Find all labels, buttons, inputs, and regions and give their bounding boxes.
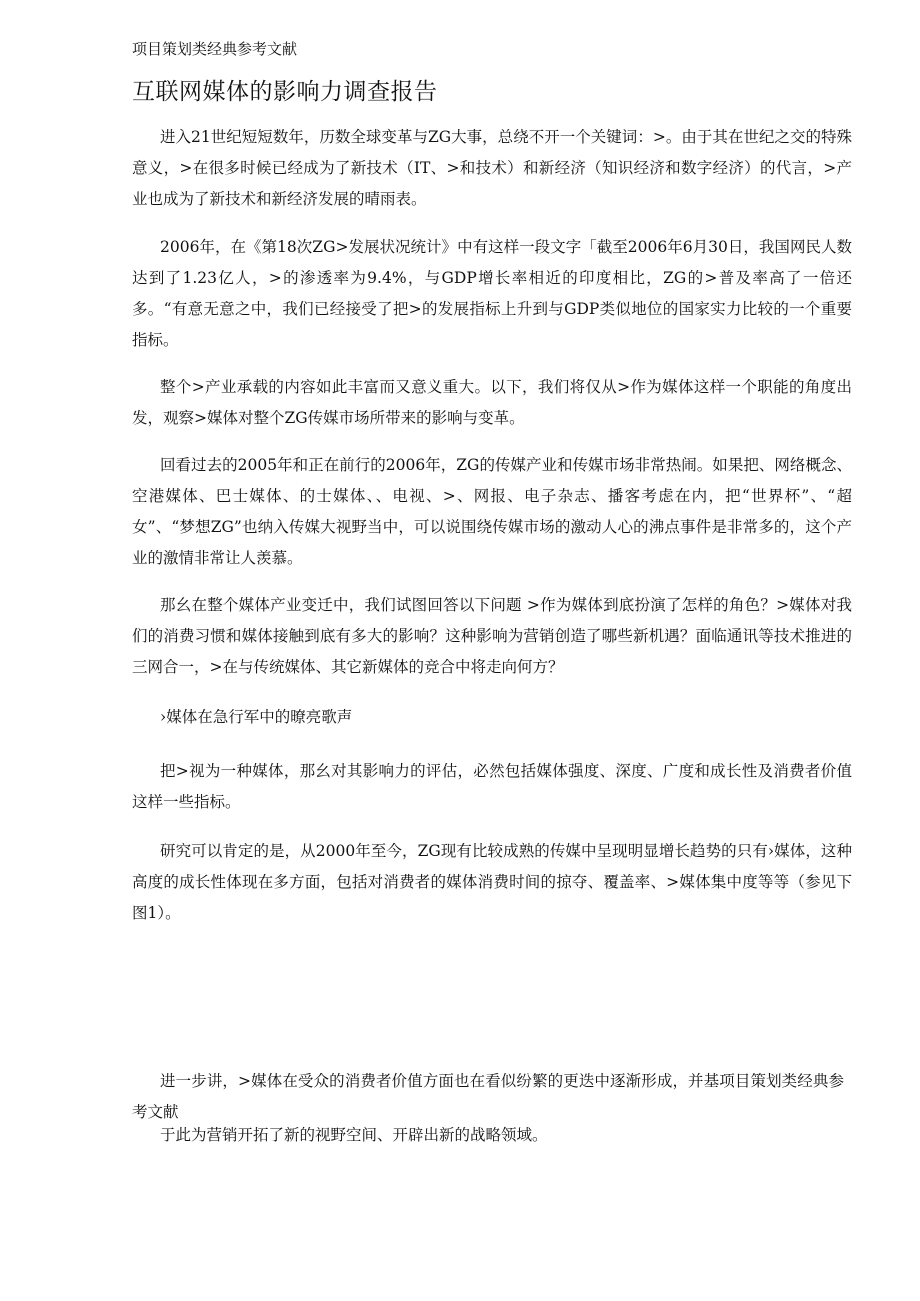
paragraph-statistics: 2006年，在《第18次ZG>发展状况统计》中有这样一段文字「截至2006年6月30日，我国网民人数达到了1.23亿人，>的渗透率为9.4%，与GDP增长率相近的印度相比，ZG的>普及率高了一倍还多。“有意无意之中，我们已经接受了把>的发展指标上升到与GDP类似地位的国家实力比较的一个重要指标。 bbox=[132, 238, 852, 349]
paragraph-market-review: 回看过去的2005年和正在前行的2006年，ZG的传媒产业和传媒市场非常热闹。如果把、网络概念、空港媒体、巴士媒体、的士媒体、、电视、>、网报、电子杂志、播客考虑在内，把“世界杯”、“超女”、“梦想ZG”也纳入传媒大视野当中，可以说围绕传媒市场的激动人心的沸点事件是非常多的，这个产业的激情非常让人羡慕。 bbox=[132, 456, 852, 567]
paragraph-questions: 那幺在整个媒体产业变迁中，我们试图回答以下问题 >作为媒体到底扮演了怎样的角色？>媒体对我们的消费习惯和媒体接触到底有多大的影响？这种影响为营销创造了哪些新机遇？面临通讯等技术推进的三网合一，>在与传统媒体、其它新媒体的竞合中将走向何方？ bbox=[132, 596, 852, 676]
document-title: 互联网媒体的影响力调查报告 bbox=[132, 79, 438, 105]
paragraph-conclusion: 于此为营销开拓了新的视野空间、开辟出新的战略领域。 bbox=[160, 1126, 548, 1144]
section-heading: ›媒体在急行军中的暸亮歌声 bbox=[160, 708, 353, 726]
paragraph-scope: 整个>产业承载的内容如此丰富而又意义重大。以下，我们将仅从>作为媒体这样一个职能的角度出发，观察>媒体对整个ZG传媒市场所带来的影响与变革。 bbox=[132, 378, 852, 427]
paragraph-intro: 进入21世纪短短数年，历数全球变革与ZG大事，总绕不开一个关键词：>。由于其在世纪之交的特殊意义，>在很多时候已经成为了新技术（IT、>和技术）和新经济（知识经济和数字经济）的代言，>产业也成为了新技术和新经济发展的晴雨表。 bbox=[132, 128, 852, 208]
paragraph-further: 进一步讲，>媒体在受众的消费者价值方面也在看似纷繁的更迭中逐渐形成，并基项目策划类经典参考文献 bbox=[132, 1072, 844, 1121]
paragraph-research: 研究可以肯定的是，从2000年至今，ZG现有比较成熟的传媒中呈现明显增长趋势的只有›媒体，这种高度的成长性体现在多方面，包括对消费者的媒体消费时间的掠夺、覆盖率、>媒体集中度等等（参见下图1）。 bbox=[132, 842, 852, 922]
paragraph-evaluation: 把>视为一种媒体，那幺对其影响力的评估，必然包括媒体强度、深度、广度和成长性及消费者价值这样一些指标。 bbox=[132, 762, 852, 811]
page-header: 项目策划类经典参考文献 bbox=[132, 40, 298, 58]
